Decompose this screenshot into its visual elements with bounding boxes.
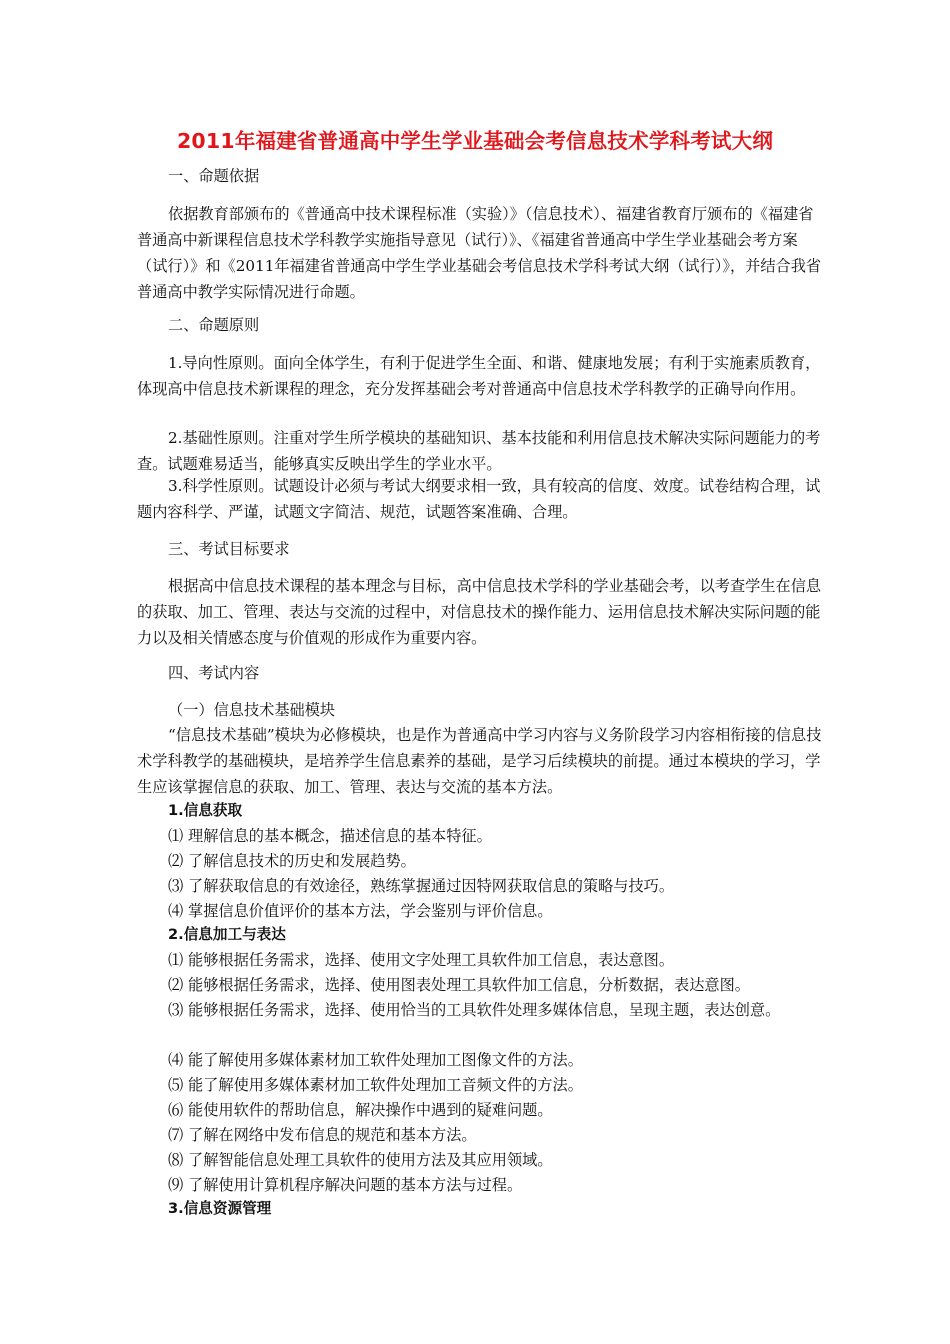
paragraph-principle-1: 1.导向性原则。面向全体学生，有利于促进学生全面、和谐、健康地发展；有利于实施素质教育，体现高中信息技术新课程的理念，充分发挥基础会考对普通高中信息技术学科教学的正确导向作用。 [137, 354, 821, 398]
list-item: ⑶ 能够根据任务需求，选择、使用恰当的工具软件处理多媒体信息，呈现主题，表达创意。 [168, 1001, 781, 1019]
paragraph-principle-3: 3.科学性原则。试题设计必须与考试大纲要求相一致，具有较高的信度、效度。试卷结构合理，试题内容科学、严谨，试题文字简洁、规范，试题答案准确、合理。 [137, 477, 821, 521]
section-heading-basis: 一、命题依据 [168, 167, 260, 185]
list-item: ⑻ 了解智能信息处理工具软件的使用方法及其应用领域。 [168, 1151, 553, 1169]
section-heading-content: 四、考试内容 [168, 664, 260, 682]
list-item: ⑷ 能了解使用多媒体素材加工软件处理加工图像文件的方法。 [168, 1051, 583, 1069]
heading-info-resource-management: 3.信息资源管理 [168, 1200, 272, 1217]
section-heading-objectives: 三、考试目标要求 [168, 540, 290, 558]
list-item: ⑷ 掌握信息价值评价的基本方法，学会鉴别与评价信息。 [168, 902, 553, 920]
paragraph-module-intro: “信息技术基础”模块为必修模块，也是作为普通高中学习内容与义务阶段学习内容相衔接的信息技术学科教学的基础模块，是培养学生信息素养的基础，是学习后续模块的前提。通过本模块的学习，学生应该掌握信息的获取、加工、管理、表达与交流的基本方法。 [137, 726, 822, 796]
list-item: ⑴ 理解信息的基本概念，描述信息的基本特征。 [168, 827, 492, 845]
list-item: ⑵ 了解信息技术的历史和发展趋势。 [168, 852, 416, 870]
heading-info-processing: 2.信息加工与表达 [168, 926, 286, 943]
list-item: ⑶ 了解获取信息的有效途径，熟练掌握通过因特网获取信息的策略与技巧。 [168, 877, 675, 895]
list-item: ⑵ 能够根据任务需求，选择、使用图表处理工具软件加工信息，分析数据，表达意图。 [168, 976, 750, 994]
subsection-heading: （一）信息技术基础模块 [168, 701, 336, 719]
heading-info-acquisition: 1.信息获取 [168, 802, 243, 819]
paragraph-principle-2: 2.基础性原则。注重对学生所学模块的基础知识、基本技能和利用信息技术解决实际问题能力的考查。试题难易适当，能够真实反映出学生的学业水平。 [137, 429, 821, 473]
paragraph-basis: 依据教育部颁布的《普通高中技术课程标准（实验）》（信息技术）、福建省教育厅颁布的《福建省普通高中新课程信息技术学科教学实施指导意见（试行）》、《福建省普通高中学生学业基础会考方案（试行）》和《2011年福建省普通高中学生学业基础会考信息技术学科考试大纲（试行）》，并结合我省普通高中教学实际情况进行命题。 [137, 205, 822, 301]
list-item: ⑺ 了解在网络中发布信息的规范和基本方法。 [168, 1126, 477, 1144]
list-item: ⑸ 能了解使用多媒体素材加工软件处理加工音频文件的方法。 [168, 1076, 583, 1094]
paragraph-objectives: 根据高中信息技术课程的基本理念与目标，高中信息技术学科的学业基础会考，以考查学生在信息的获取、加工、管理、表达与交流的过程中，对信息技术的操作能力、运用信息技术解决实际问题的能力以及相关情感态度与价值观的形成作为重要内容。 [137, 577, 822, 647]
list-item: ⑹ 能使用软件的帮助信息，解决操作中遇到的疑难问题。 [168, 1101, 553, 1119]
document-title: 2011年福建省普通高中学生学业基础会考信息技术学科考试大纲 [176, 129, 774, 153]
list-item: ⑼ 了解使用计算机程序解决问题的基本方法与过程。 [168, 1176, 523, 1194]
list-item: ⑴ 能够根据任务需求，选择、使用文字处理工具软件加工信息，表达意图。 [168, 951, 675, 969]
section-heading-principles: 二、命题原则 [168, 316, 260, 334]
